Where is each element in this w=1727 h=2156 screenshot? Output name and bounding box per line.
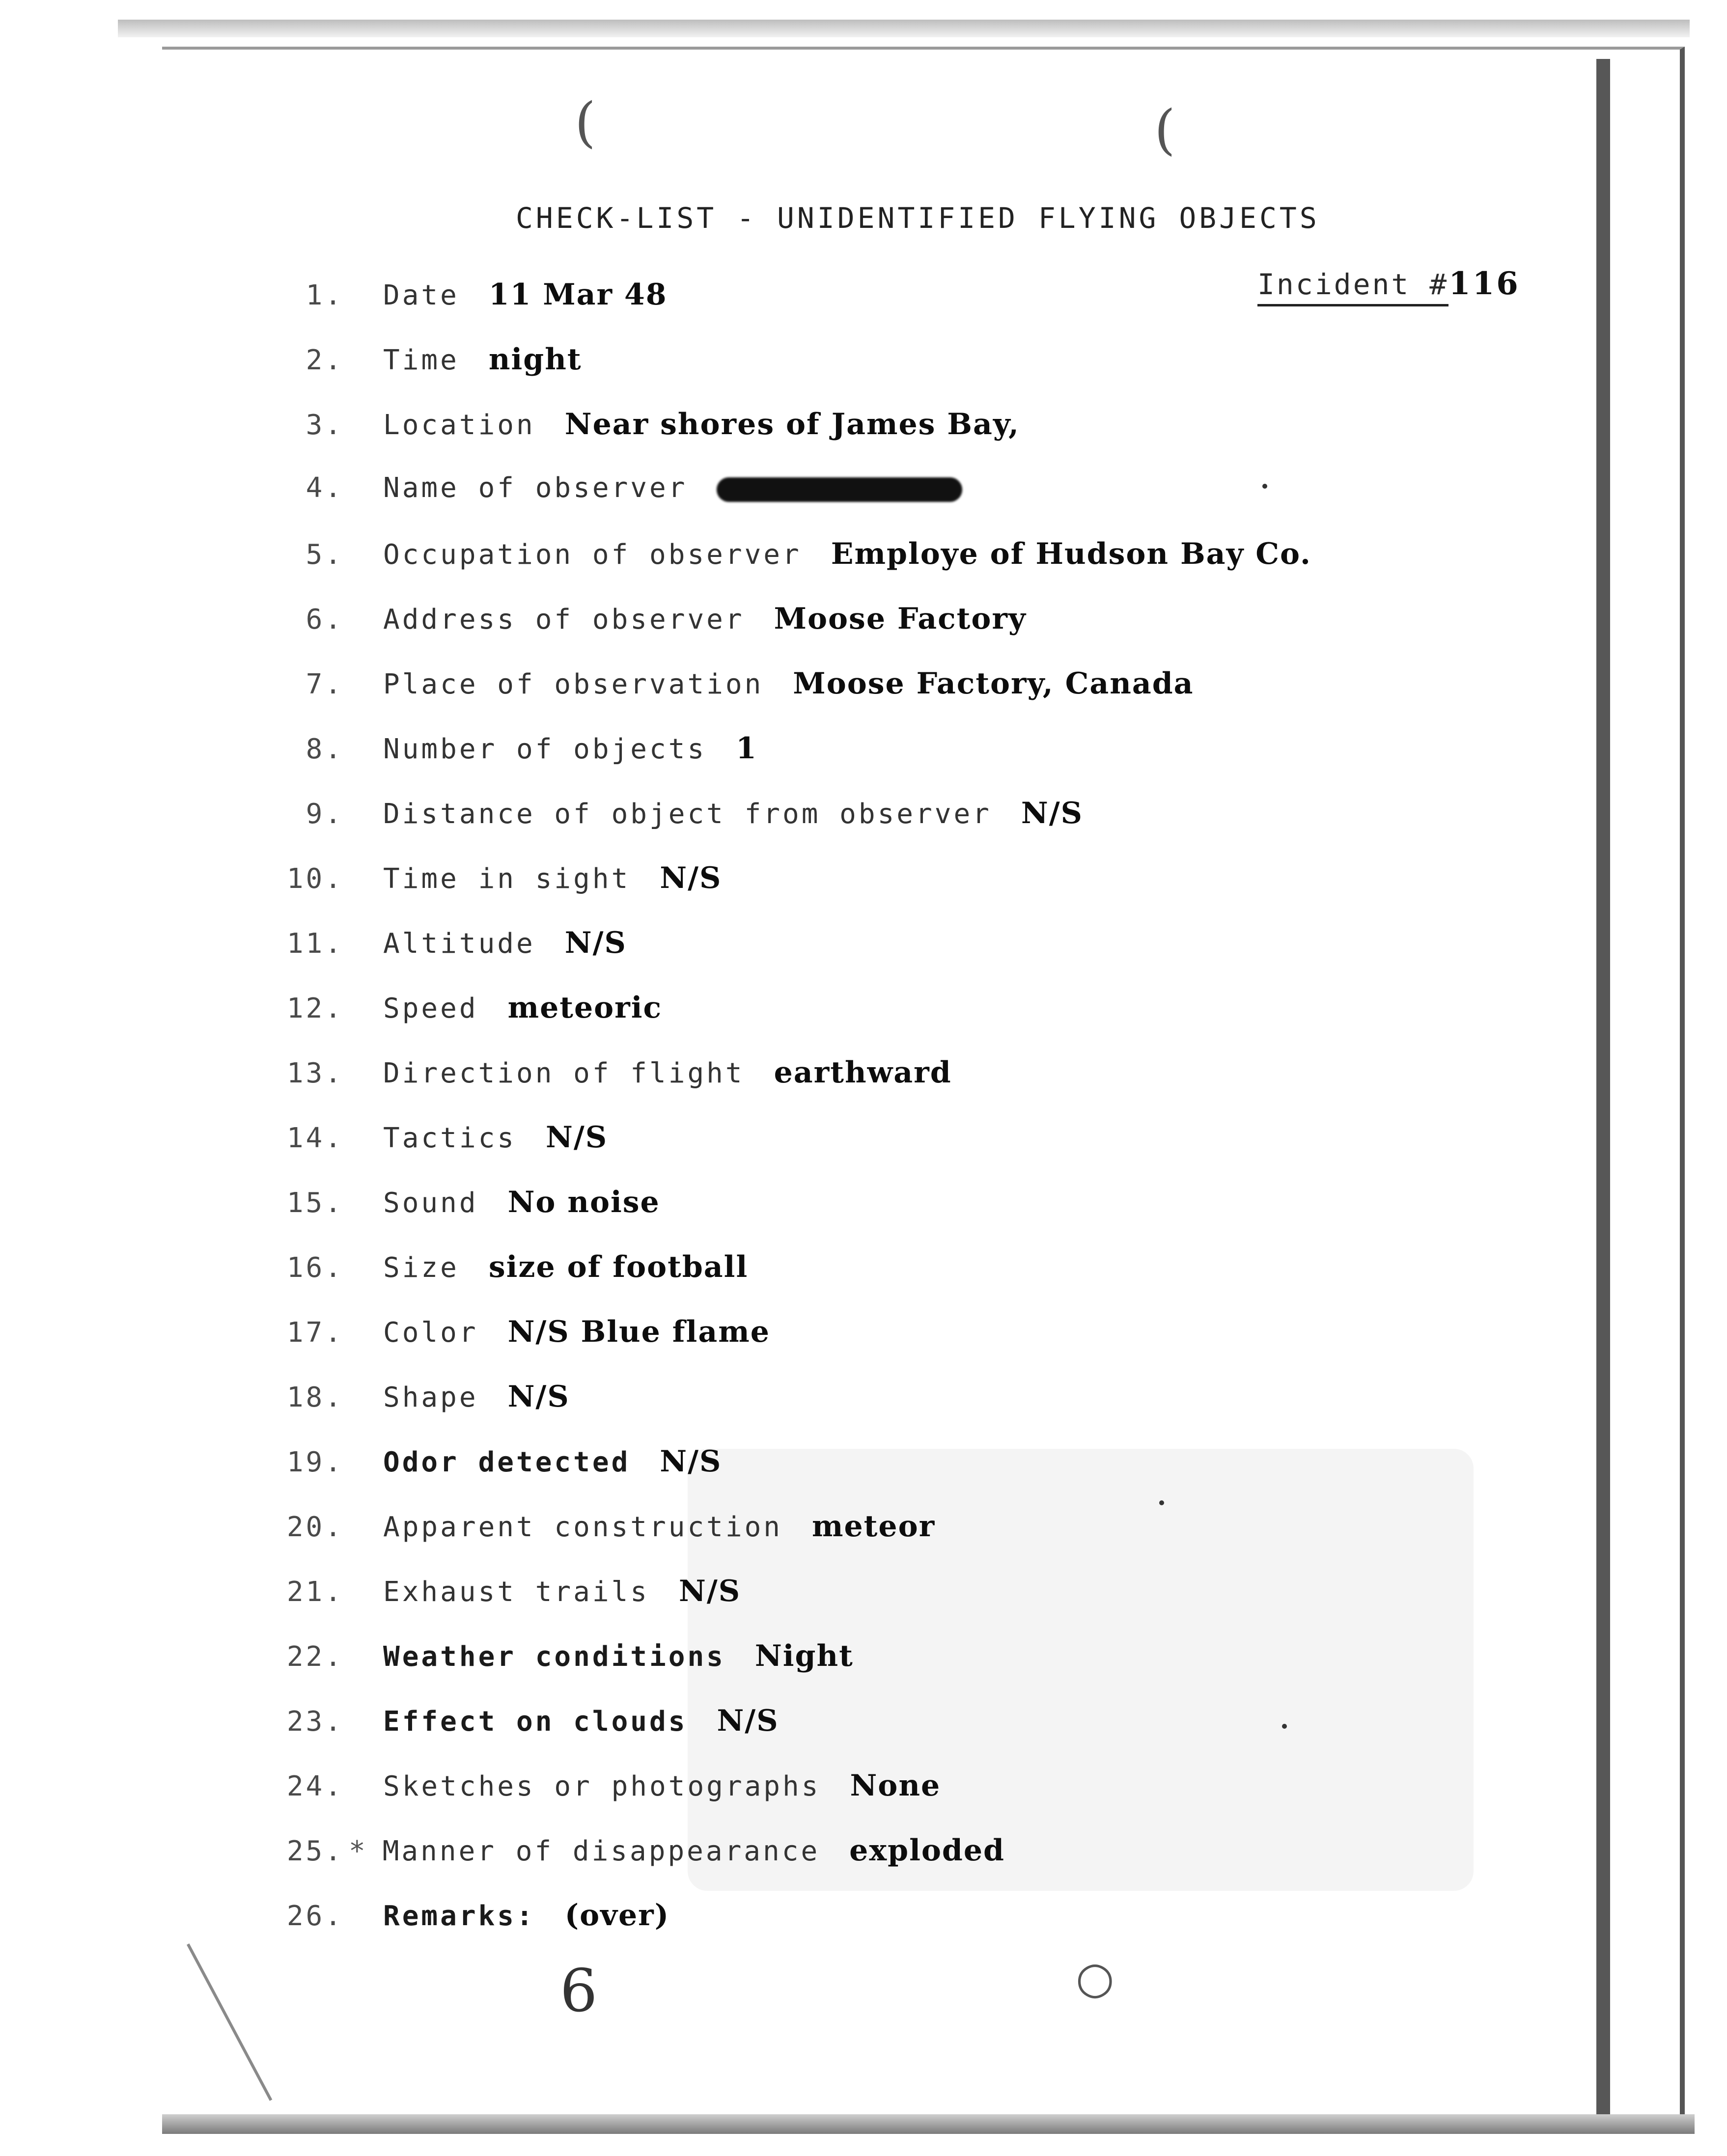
checklist-item [246,1833,1005,1868]
item-number: 10. [286,863,344,895]
item-number: 15. [286,1187,344,1219]
item-number: 1. [306,279,344,311]
item-number: 2. [306,344,344,376]
item-number: 11. [286,928,344,960]
item-value: Near shores of James Bay, [564,407,1020,442]
speck [1262,484,1267,489]
item-number: 23. [286,1706,344,1738]
incident-label: Incident # [1257,268,1448,306]
redaction-mark [717,477,962,502]
item-value: size of football [488,1250,749,1284]
item-number: 9. [306,798,344,830]
handwritten-mark: 6 [560,1957,598,2025]
item-value: meteor [812,1509,936,1544]
item-value: Moose Factory, Canada [793,666,1194,701]
checklist-item [246,1185,660,1219]
checklist-item [246,1120,608,1155]
item-value: (over) [564,1898,670,1933]
incident-value: 116 [1448,265,1520,302]
checklist-item [246,1898,669,1933]
item-label: Sound [383,1187,478,1219]
item-number: 24. [286,1770,344,1802]
item-number: 12. [286,993,344,1024]
item-value: N/S [546,1120,608,1155]
item-label: Direction of flight [383,1057,745,1089]
item-label: Location [383,409,535,441]
item-value: N/S [660,1444,722,1479]
item-label: Odor detected [383,1446,631,1478]
checklist-item [246,277,668,312]
item-number: 18. [286,1382,344,1413]
item-value: 11 Mar 48 [488,277,668,312]
item-value: Night [754,1639,854,1673]
item-label: Size [383,1252,459,1284]
checklist-item [246,926,627,960]
asterisk-mark: * [349,1835,368,1867]
checklist-item [246,731,757,766]
item-value: N/S [717,1704,779,1738]
item-label: Distance of object from observer [383,798,992,830]
item-label: Apparent construction [383,1511,783,1543]
checklist-item [246,796,1083,830]
item-value: night [488,342,582,377]
item-value: Employe of Hudson Bay Co. [831,537,1311,571]
item-value: meteoric [507,991,663,1025]
speck [1282,1724,1287,1729]
item-number: 4. [306,472,344,504]
item-number: 5. [306,539,344,571]
scan-right-edge [1596,59,1610,2122]
checklist-item [246,602,1027,636]
checklist-item [246,991,662,1025]
item-number: 21. [286,1576,344,1608]
punch-hole-mark: ○ [1076,1952,1114,2004]
item-label: Date [383,279,459,311]
item-label: Number of objects [383,733,707,765]
item-value: N/S [564,926,627,960]
item-number: 14. [286,1122,344,1154]
item-label: Effect on clouds [383,1706,688,1738]
item-value: earthward [774,1055,952,1090]
item-number: 8. [306,733,344,765]
item-value: N/S Blue flame [507,1315,770,1349]
item-value: N/S [679,1574,741,1608]
item-label: Weather conditions [383,1641,725,1673]
item-label: Remarks: [383,1900,535,1932]
checklist-item [246,1380,570,1414]
checklist-item [246,1315,770,1349]
item-label: Sketches or photographs [383,1770,821,1802]
item-label: Exhaust trails [383,1576,650,1608]
checklist-item [246,1769,941,1803]
item-label: Shape [383,1382,478,1413]
item-label: Name of observer [383,472,688,504]
item-label: Tactics [383,1122,517,1154]
item-label: Manner of disappearance [382,1835,820,1867]
item-number: 17. [286,1317,344,1349]
item-label: Time in sight [383,863,631,895]
item-label: Address of observer [383,604,745,636]
checklist-item [246,1444,722,1479]
checklist-item [246,472,962,504]
item-value: No noise [507,1185,660,1219]
item-value: Moose Factory [774,602,1027,636]
item-value: exploded [849,1833,1005,1868]
scan-top-edge [118,20,1690,37]
checklist-item [246,1250,748,1284]
item-label: Occupation of observer [383,539,802,571]
speck [1159,1500,1164,1505]
checklist-item [246,537,1311,571]
item-value: N/S [660,861,722,895]
item-label: Speed [383,993,478,1024]
item-number: 6. [306,604,344,636]
scan-bottom-edge [162,2114,1695,2134]
item-number: 7. [306,668,344,700]
item-value: None [850,1769,941,1803]
item-label: Color [383,1317,478,1349]
checklist-item [246,1704,779,1738]
item-number: 22. [286,1641,344,1673]
item-label: Time [383,344,459,376]
item-value: N/S [507,1380,570,1414]
punch-hole-mark: ( [1154,98,1175,161]
item-number: 13. [286,1057,344,1089]
checklist-item [246,1639,854,1673]
checklist-item [246,666,1194,701]
item-value: N/S [1021,796,1083,830]
document-title: CHECK-LIST - UNIDENTIFIED FLYING OBJECTS [516,201,1320,235]
item-label: Place of observation [383,668,764,700]
item-number: 19. [286,1446,344,1478]
item-number: 3. [306,409,344,441]
checklist-item [246,407,1020,442]
checklist-item [246,861,722,895]
checklist-item [246,1509,935,1544]
checklist-item [246,1055,952,1090]
item-number: 16. [286,1252,344,1284]
punch-hole-mark: ( [575,91,596,154]
item-value: 1 [736,731,757,766]
checklist-item [246,1574,741,1608]
item-label: Altitude [383,928,535,960]
checklist-item [246,342,582,377]
item-number: 26. [286,1900,344,1932]
item-number: 25. [286,1835,344,1867]
incident-number [1257,265,1520,302]
item-number: 20. [286,1511,344,1543]
